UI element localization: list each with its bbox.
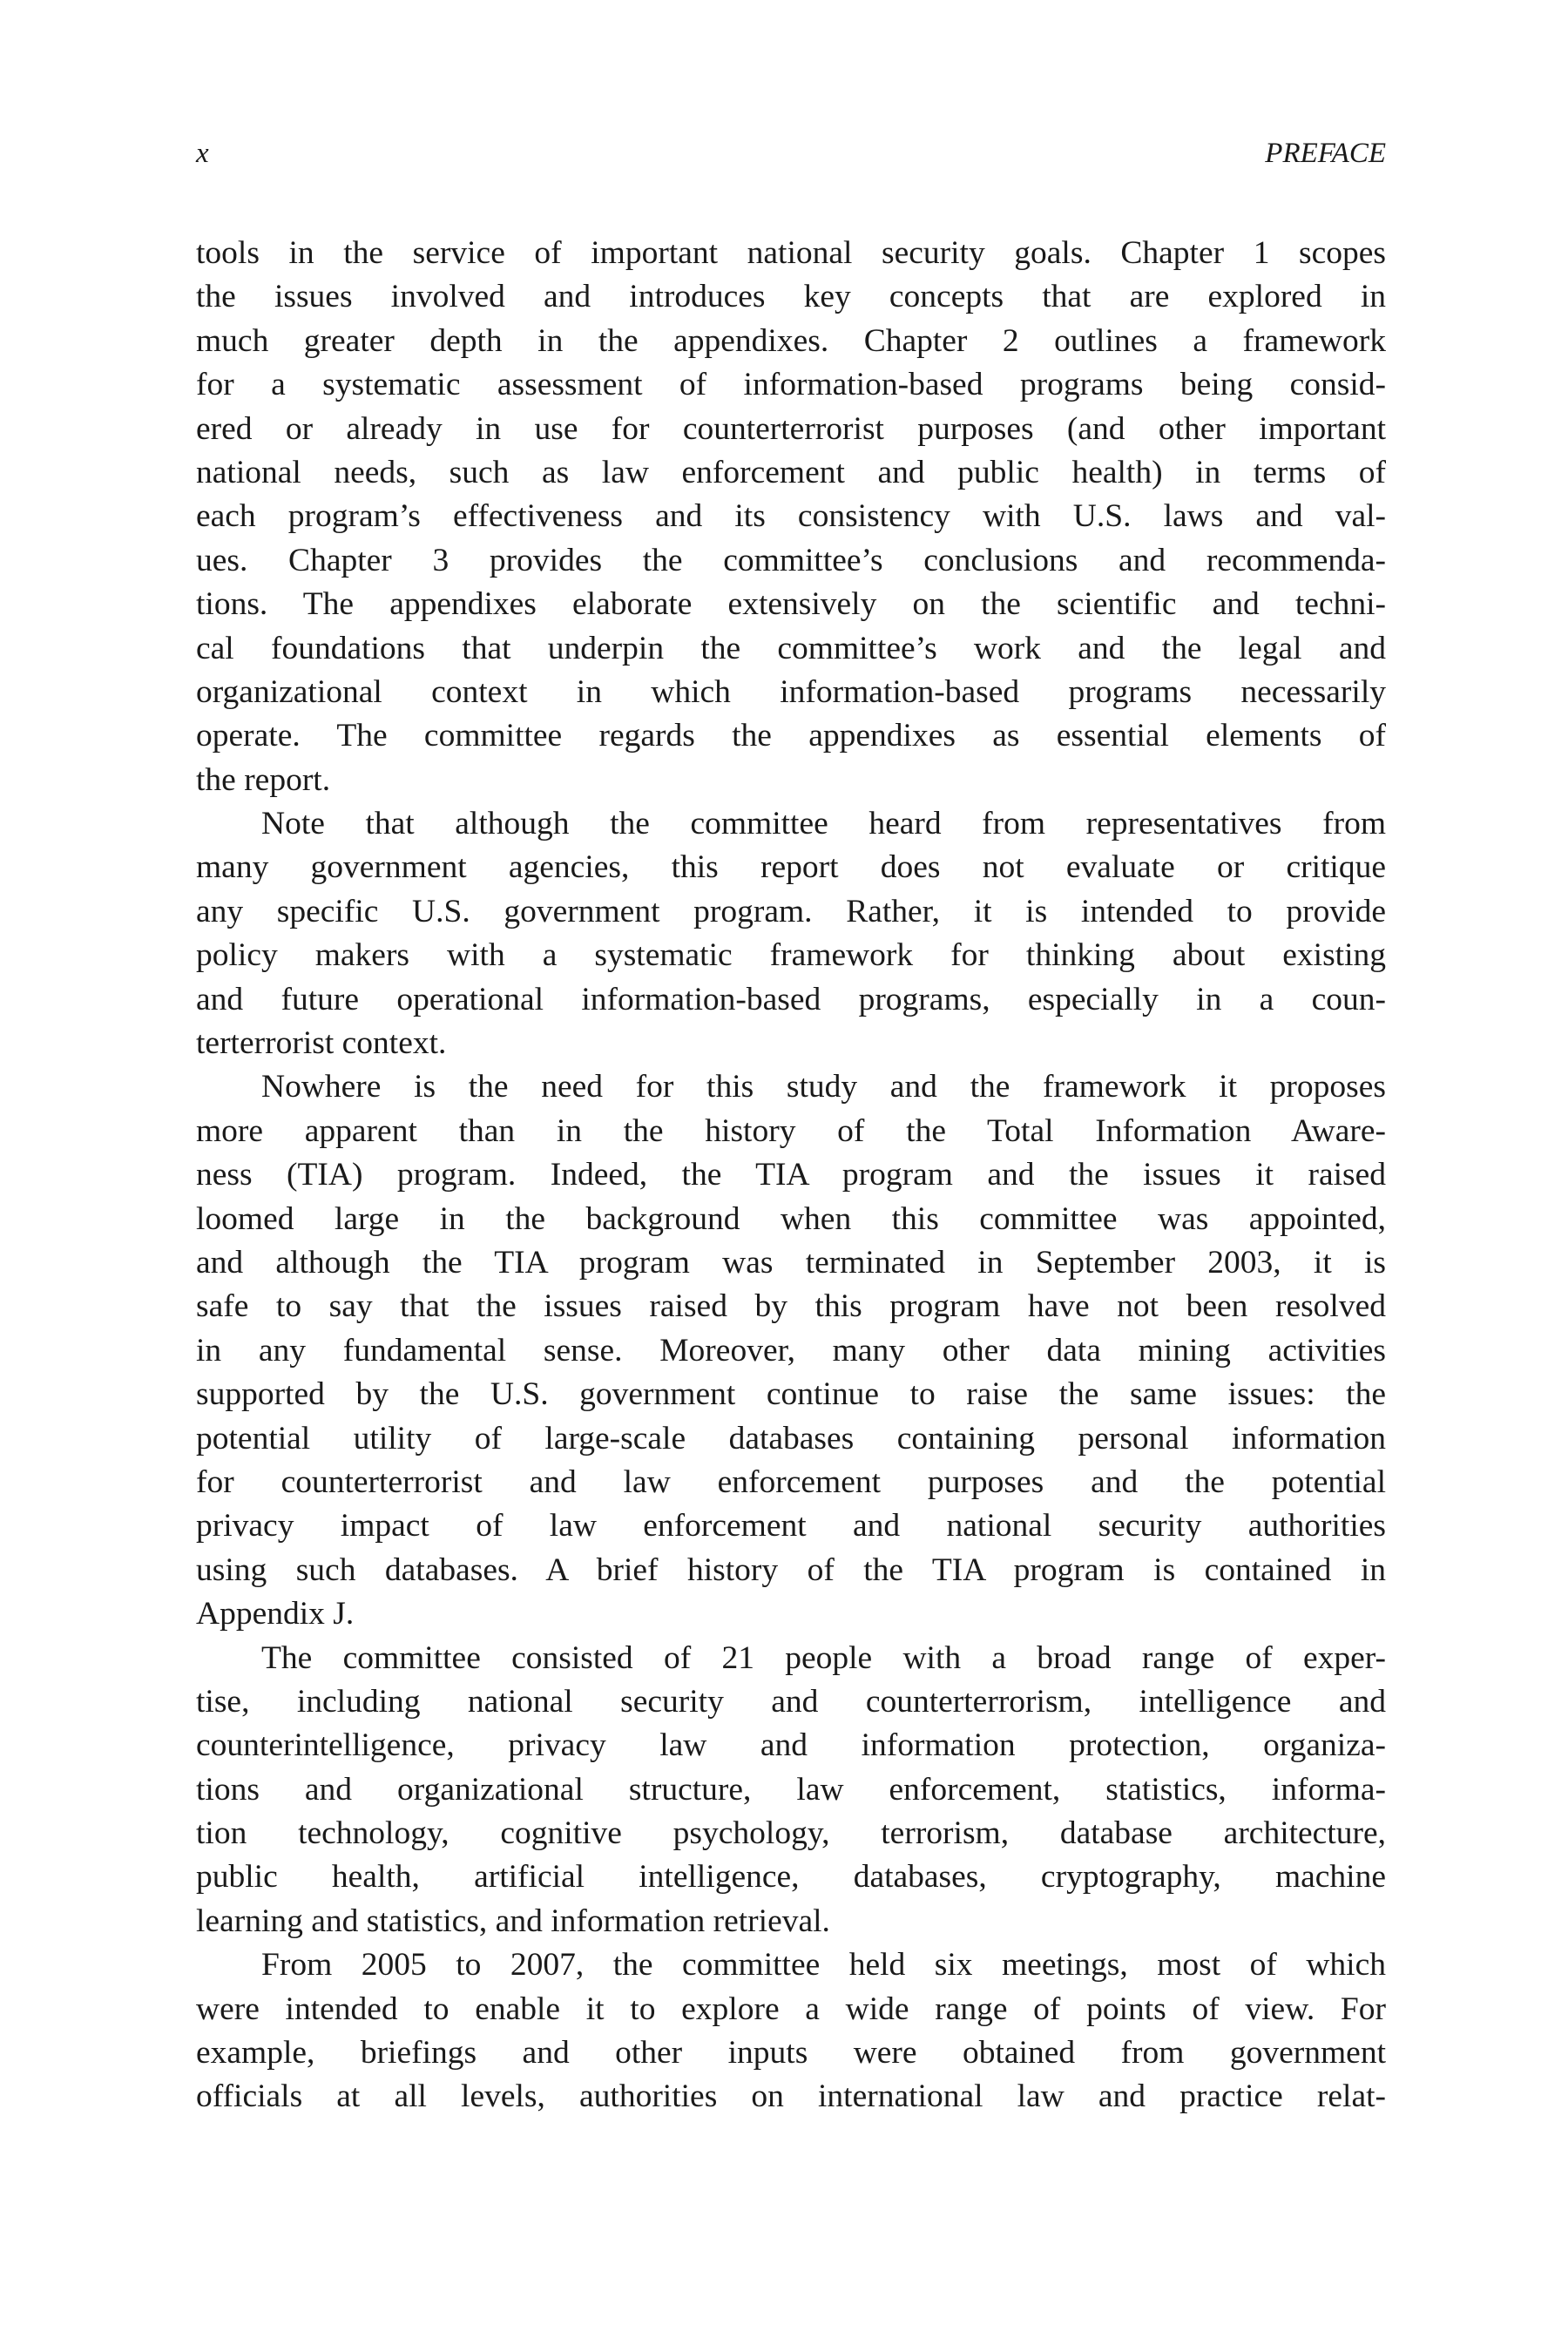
text-line: were intended to enable it to explore a wide range of points of view. For xyxy=(196,1990,1386,2027)
text-line: policy makers with a systematic framework for thinking about existing xyxy=(196,937,1386,974)
text-line: tise, including national security and counterterrorism, intelligence and xyxy=(196,1683,1386,1720)
text-line: cal foundations that underpin the committee’s work and the legal and xyxy=(196,630,1386,666)
text-line: operate. The committee regards the appendixes as essential elements of xyxy=(196,718,1386,754)
text-line: each program’s effectiveness and its consistency with U.S. laws and val- xyxy=(196,498,1386,535)
paragraph xyxy=(196,802,1386,1065)
running-title: PREFACE xyxy=(1265,138,1386,169)
text-line: tools in the service of important national security goals. Chapter 1 scopes xyxy=(196,235,1386,271)
text-line: using such databases. A brief history of the TIA program is contained in xyxy=(196,1551,1386,1588)
paragraph xyxy=(196,1065,1386,1636)
text-line: many government agencies, this report does not evaluate or critique xyxy=(196,849,1386,886)
text-line: public health, artificial intelligence, databases, cryptography, machine xyxy=(196,1859,1386,1896)
text-line: Note that although the committee heard from representatives from xyxy=(261,806,1386,842)
paragraph xyxy=(196,1943,1386,2119)
text-line: tions and organizational structure, law enforcement, statistics, informa- xyxy=(196,1771,1386,1808)
text-line: more apparent than in the history of the Total Information Aware- xyxy=(196,1112,1386,1149)
text-line: example, briefings and other inputs were obtained from government xyxy=(196,2035,1386,2072)
text-line: potential utility of large-scale databases containing personal information xyxy=(196,1420,1386,1456)
text-line: terterrorist context. xyxy=(196,1025,447,1062)
text-line: The committee consisted of 21 people with a broad range of exper- xyxy=(261,1639,1386,1676)
text-line: officials at all levels, authorities on international law and practice relat- xyxy=(196,2078,1386,2115)
text-line: tions. The appendixes elaborate extensively on the scientific and techni- xyxy=(196,586,1386,623)
text-line: From 2005 to 2007, the committee held six meetings, most of which xyxy=(261,1947,1386,1984)
text-line: learning and statistics, and information retrieval. xyxy=(196,1903,830,1939)
page-number: x xyxy=(196,138,209,169)
text-line: ness (TIA) program. Indeed, the TIA program and the issues it raised xyxy=(196,1157,1386,1193)
text-line: loomed large in the background when this committee was appointed, xyxy=(196,1200,1386,1237)
text-line: in any fundamental sense. Moreover, many other data mining activities xyxy=(196,1332,1386,1369)
text-line: for a systematic assessment of information-based programs being consid- xyxy=(196,367,1386,403)
text-line: the report. xyxy=(196,761,331,798)
text-line: tion technology, cognitive psychology, terrorism, database architecture, xyxy=(196,1815,1386,1852)
text-line: ered or already in use for counterterrorist purposes (and other important xyxy=(196,410,1386,447)
text-line: Appendix J. xyxy=(196,1596,355,1632)
text-line: organizational context in which information-based programs necessarily xyxy=(196,673,1386,710)
text-line: and future operational information-based programs, especially in a coun- xyxy=(196,981,1386,1017)
text-line: ues. Chapter 3 provides the committee’s conclusions and recommenda- xyxy=(196,542,1386,578)
paragraph xyxy=(196,1637,1386,1944)
text-line: counterintelligence, privacy law and information protection, organiza- xyxy=(196,1727,1386,1764)
paragraph xyxy=(196,232,1386,802)
text-line: national needs, such as law enforcement and public health) in terms of xyxy=(196,454,1386,490)
running-head xyxy=(196,138,1386,176)
body-text xyxy=(196,232,1386,2119)
text-line: safe to say that the issues raised by this program have not been resolved xyxy=(196,1288,1386,1325)
text-line: Nowhere is the need for this study and the framework it proposes xyxy=(261,1069,1386,1105)
text-line: supported by the U.S. government continue to raise the same issues: the xyxy=(196,1376,1386,1413)
text-line: the issues involved and introduces key concepts that are explored in xyxy=(196,279,1386,315)
text-line: and although the TIA program was terminated in September 2003, it is xyxy=(196,1244,1386,1281)
text-line: any specific U.S. government program. Rather, it is intended to provide xyxy=(196,893,1386,929)
text-line: much greater depth in the appendixes. Chapter 2 outlines a framework xyxy=(196,322,1386,359)
text-line: for counterterrorist and law enforcement purposes and the potential xyxy=(196,1463,1386,1500)
text-line: privacy impact of law enforcement and national security authorities xyxy=(196,1508,1386,1544)
